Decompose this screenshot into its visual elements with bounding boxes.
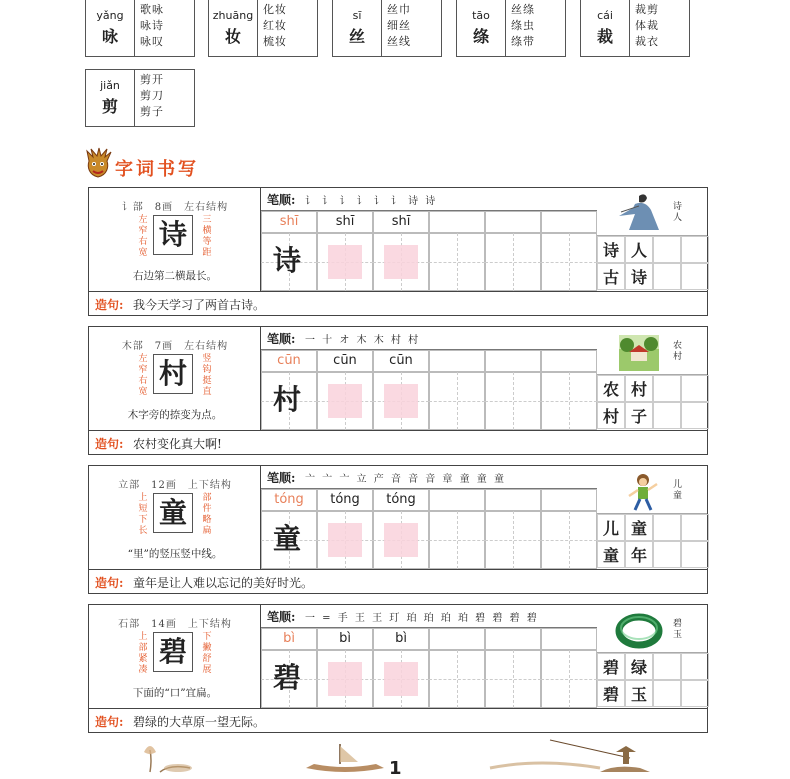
trace-box — [328, 662, 362, 696]
example-sentence: 农村变化真大啊! — [133, 437, 222, 451]
structure-note-right: 部 件 略 扁 — [202, 493, 212, 536]
word-char: 碧 — [603, 658, 620, 677]
word-char: 儿 — [603, 519, 620, 538]
pinyin-trace: bì — [395, 631, 407, 646]
pinyin-trace: bì — [339, 631, 351, 646]
word-box-word: 歌咏 — [140, 3, 164, 16]
structure-note-right: 竖 钩 挺 直 — [202, 354, 212, 397]
picture-cell — [597, 188, 707, 236]
word-char: 诗 — [631, 268, 648, 287]
example-sentence: 碧绿的大草原一望无际。 — [133, 715, 266, 729]
structure-note-right: 三 横 等 距 — [202, 215, 212, 258]
writing-grid — [261, 211, 597, 291]
writing-tip: “里”的竖压竖中线。 — [127, 548, 223, 560]
trace-box — [328, 384, 362, 418]
radical-info: 石部 14画 上下结构 — [118, 619, 232, 630]
word-box — [85, 69, 195, 127]
word-char: 古 — [603, 268, 620, 287]
word-box-word: 咏叹 — [140, 35, 164, 48]
writing-cell — [541, 211, 597, 233]
word-char: 村 — [603, 407, 620, 426]
word-char: 玉 — [631, 685, 648, 704]
word-box-char: 咏 — [101, 27, 118, 46]
word-box-pinyin: sī — [352, 9, 362, 22]
word-box-word: 裁剪 — [635, 3, 659, 16]
main-character: 村 — [153, 354, 193, 394]
pinyin-trace: cūn — [389, 353, 413, 368]
word-box-char: 裁 — [596, 27, 613, 46]
example-sentence: 我今天学习了两首古诗。 — [133, 298, 266, 312]
picture-caption: 儿童 — [673, 480, 683, 501]
trace-box — [328, 523, 362, 557]
stroke-sequence: 一 十 オ 木 木 村 村 — [305, 335, 421, 346]
word-box-word: 绦带 — [511, 35, 535, 48]
jade-bangle-illustration-icon — [615, 613, 663, 649]
word-box — [208, 0, 318, 57]
word-box-word: 丝线 — [387, 35, 411, 48]
picture-caption: 碧玉 — [673, 619, 683, 640]
poet-illustration-icon — [609, 190, 669, 234]
word-box-char: 剪 — [101, 97, 118, 116]
pinyin-trace: tóng — [330, 492, 360, 507]
word-char: 村 — [631, 380, 648, 399]
stroke-sequence: 一 = 手 王 王 玎 珀 珀 珀 珀 碧 碧 碧 碧 — [305, 613, 539, 624]
word-char: 人 — [631, 241, 648, 260]
character-card — [88, 187, 708, 316]
word-box-word: 剪刀 — [140, 89, 164, 102]
word-char: 碧 — [603, 685, 620, 704]
stroke-order-label: 笔顺: — [267, 332, 296, 346]
word-char: 农 — [603, 380, 620, 399]
village-illustration-icon — [619, 335, 659, 371]
writing-tip: 右边第二横最长。 — [133, 270, 217, 282]
writing-cell — [429, 211, 485, 233]
word-box-word: 咏诗 — [140, 19, 164, 32]
word-box — [580, 0, 690, 57]
trace-box — [384, 662, 418, 696]
trace-character: 诗 — [273, 244, 302, 277]
dragon-head-icon — [83, 147, 113, 179]
writing-cell — [485, 489, 541, 511]
writing-cell — [429, 350, 485, 372]
stroke-order-label: 笔顺: — [267, 193, 296, 207]
section-title: 字词书写 — [115, 159, 199, 180]
main-character: 碧 — [153, 632, 193, 672]
word-char: 诗 — [603, 241, 620, 260]
trace-box — [328, 245, 362, 279]
character-card — [88, 465, 708, 594]
word-box-char: 丝 — [348, 27, 365, 46]
radical-info: 立部 12画 上下结构 — [118, 480, 232, 491]
fisherman-decoration-icon — [480, 738, 660, 774]
writing-tip: 下面的“口”宜扁。 — [132, 687, 218, 699]
word-box-pinyin: yǎng — [96, 9, 124, 22]
trace-character: 碧 — [273, 661, 302, 694]
word-char: 子 — [631, 407, 648, 426]
sentence-label: 造句: — [95, 437, 124, 451]
word-box-word: 丝绦 — [511, 3, 535, 16]
pinyin-trace: tóng — [274, 492, 304, 507]
character-card — [88, 326, 708, 455]
radical-info: 讠部 8画 左右结构 — [121, 202, 229, 213]
word-practice-cells — [597, 375, 707, 430]
word-box-char: 妆 — [224, 27, 241, 46]
picture-caption: 农村 — [673, 341, 683, 362]
character-card — [88, 604, 708, 733]
writing-grid — [261, 489, 597, 569]
stroke-sequence: 讠 讠 讠 讠 讠 讠 诗 诗 — [305, 196, 438, 207]
structure-note-left: 左 窄 右 宽 — [138, 215, 148, 258]
writing-cell — [541, 628, 597, 650]
structure-note-left: 上 部 紧 凑 — [138, 632, 148, 675]
sentence-label: 造句: — [95, 298, 124, 312]
sentence-label: 造句: — [95, 715, 124, 729]
word-box-word: 丝巾 — [387, 3, 411, 16]
word-box-word: 剪子 — [140, 105, 164, 118]
word-practice-cells — [597, 653, 707, 708]
word-box-pinyin: cái — [597, 9, 613, 22]
structure-note-left: 上 短 下 长 — [138, 493, 148, 536]
word-box-word: 梳妆 — [263, 35, 287, 48]
main-character: 童 — [153, 493, 193, 533]
writing-grid — [261, 350, 597, 430]
picture-cell — [597, 327, 707, 375]
writing-cell — [429, 628, 485, 650]
stroke-order-label: 笔顺: — [267, 610, 296, 624]
writing-cell — [541, 350, 597, 372]
example-sentence: 童年是让人难以忘记的美好时光。 — [133, 576, 314, 590]
word-box-pinyin: zhuāng — [212, 9, 254, 22]
trace-box — [384, 245, 418, 279]
structure-note-right: 下 撇 舒 展 — [202, 632, 212, 675]
word-box-word: 细丝 — [387, 19, 411, 32]
word-practice-cells — [597, 514, 707, 569]
picture-cell — [597, 605, 707, 653]
pinyin-trace: bì — [283, 631, 295, 646]
word-char: 童 — [631, 519, 648, 538]
word-box-word: 剪开 — [140, 73, 164, 86]
stroke-order-label: 笔顺: — [267, 471, 296, 485]
trace-box — [384, 384, 418, 418]
pinyin-trace: cūn — [277, 353, 301, 368]
word-box — [332, 0, 442, 57]
word-char: 年 — [631, 546, 648, 565]
word-box-word: 绦虫 — [511, 19, 535, 32]
stroke-sequence: 亠 亠 亠 立 产 音 音 音 章 童 童 童 — [305, 474, 506, 485]
writing-tip: 木字旁的捺变为点。 — [127, 409, 223, 421]
pinyin-trace: shī — [391, 214, 411, 229]
picture-caption: 诗人 — [673, 202, 683, 223]
pinyin-trace: shī — [279, 214, 299, 229]
radical-info: 木部 7画 左右结构 — [121, 341, 229, 352]
word-box-pinyin: tāo — [472, 9, 490, 22]
word-box-word: 红妆 — [263, 19, 287, 32]
structure-note-left: 左 窄 右 宽 — [138, 354, 148, 397]
trace-character: 童 — [273, 522, 302, 555]
child-illustration-icon — [625, 472, 661, 512]
trace-box — [384, 523, 418, 557]
word-box-pinyin: jiǎn — [100, 79, 120, 92]
word-box — [456, 0, 566, 57]
writing-cell — [541, 489, 597, 511]
main-character: 诗 — [153, 215, 193, 255]
word-box — [85, 0, 195, 57]
word-box-word: 体裁 — [635, 19, 659, 32]
pinyin-trace: tóng — [386, 492, 416, 507]
word-char: 童 — [603, 546, 620, 565]
word-box-word: 化妆 — [263, 3, 287, 16]
lotus-decoration-icon — [130, 742, 200, 774]
writing-grid — [261, 628, 597, 708]
sentence-label: 造句: — [95, 576, 124, 590]
writing-cell — [485, 350, 541, 372]
writing-cell — [429, 489, 485, 511]
word-char: 绿 — [631, 658, 648, 677]
trace-character: 村 — [273, 383, 302, 416]
word-box-word: 裁衣 — [635, 35, 659, 48]
word-box-char: 绦 — [472, 27, 489, 46]
pinyin-trace: cūn — [333, 353, 357, 368]
pinyin-trace: shī — [335, 214, 355, 229]
writing-cell — [485, 628, 541, 650]
picture-cell — [597, 466, 707, 514]
boat-decoration-icon — [300, 740, 390, 774]
writing-cell — [485, 211, 541, 233]
word-practice-cells — [597, 236, 707, 291]
page-number: 1 — [389, 758, 402, 779]
